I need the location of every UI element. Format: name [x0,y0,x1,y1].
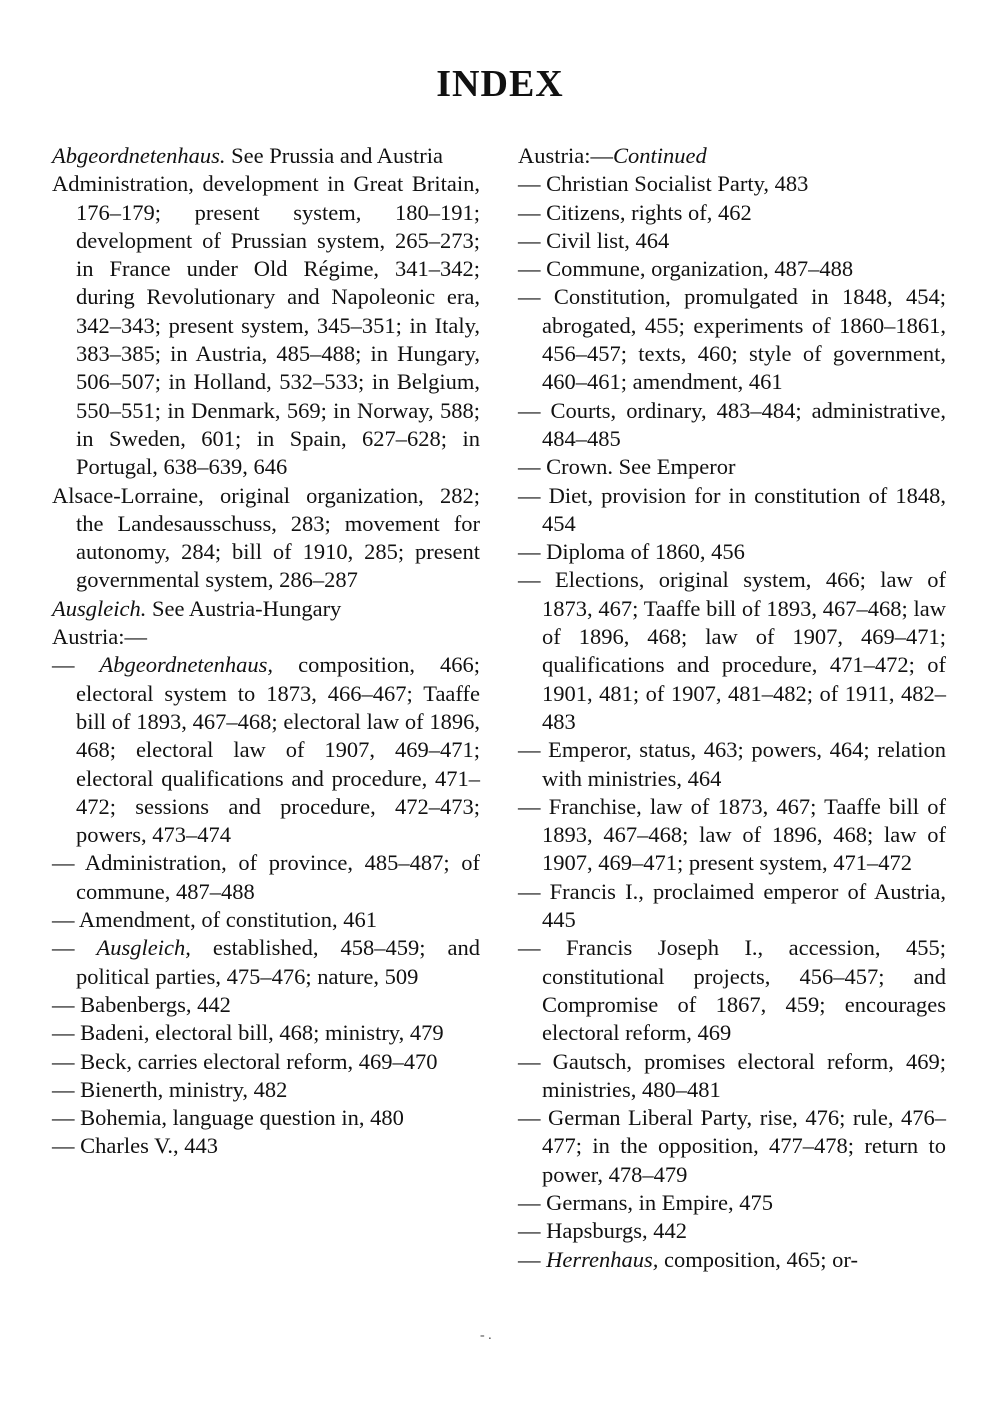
index-entry [518,1189,946,1217]
entry-text: Bienerth, ministry, 482 [80,1076,288,1102]
entry-text: composition, 466; electoral system to 1873, 466–467; Taaffe bill of 1893, 467–468; electoral law of 1896, 468; electoral law of 1907, 469–471; electoral qualifications and procedure, 471–472; sessions and procedure, 472–473; powers, 473–474 [76,652,481,848]
entry-lead: — [518,567,555,593]
page-footer-mark: - . [480,1328,492,1343]
entry-text: Citizens, rights of, 462 [546,199,752,225]
entry-text: Constitution, promulgated in 1848, 454; abrogated, 455; experiments of 1860–1861, 456–457; texts, 460; style of government, 460–461; amendment, 461 [542,284,947,395]
entry-text: Hapsburgs, 442 [546,1218,687,1244]
entry-lead: — [52,652,100,678]
index-entry [518,1104,946,1189]
index-entry [518,793,946,878]
index-entry [52,595,480,623]
index-entry [52,1019,480,1047]
entry-lead: — [518,171,547,197]
index-entry [52,1048,480,1076]
entry-text: Alsace-Lorraine, original organization, 282; the Landesausschuss, 283; movement for autonomy, 284; bill of 1910, 285; present governmental system, 286–287 [52,482,480,593]
entry-lead: — [518,793,549,819]
index-entry [518,1217,946,1245]
index-entry [518,142,946,170]
index-entry [518,566,946,736]
entry-lead: — [518,539,547,565]
entry-text: Emperor, status, 463; powers, 464; relation with ministries, 464 [542,737,946,791]
page-title: INDEX [436,63,564,105]
index-column-right [518,142,946,1274]
entry-lead: — [52,935,97,961]
entry-lead: Austria:— [518,143,613,168]
entry-lead: — [518,199,547,225]
entry-text: Administration, development in Great Britain, 176–179; present system, 180–191; development of Prussian system, 265–273; in France under Old Régime, 341–342; during Revolutionary and Napoleonic era, 342–343; present system, 345–351; in Italy, 383–385; in Austria, 485–488; in Hungary, 506–507; in Holland, 532–533; in Belgium, 550–551; in Denmark, 569; in Norway, 588; in Sweden, 601; in Spain, 627–628; in Portugal, 638–639, 646 [52,171,480,480]
entry-text: Christian Socialist Party, 483 [546,171,809,197]
index-entry [518,934,946,1047]
index-entry [518,736,946,793]
entry-text: Francis Joseph I., accession, 455; constitutional projects, 456–457; and Compromise of 1867, 459; encourages electoral reform, 469 [542,935,946,1046]
entry-lead: — [52,1076,81,1102]
entry-lead: — [52,991,81,1017]
index-entry [518,1246,946,1274]
entry-lead: — [518,1105,549,1131]
entry-italic-term: Herrenhaus, [546,1246,659,1272]
entry-text: Crown. See Emperor [546,454,736,480]
entry-italic-term: Ausgleich, [96,935,191,961]
index-entry [518,482,946,539]
entry-text: Gautsch, promises electoral reform, 469; ministries, 480–481 [542,1048,946,1102]
entry-text: Administration, of province, 485–487; of commune, 487–488 [76,850,480,904]
index-entry [52,1104,480,1132]
entry-italic-term: Ausgleich. [52,595,147,621]
index-entry [52,934,480,991]
index-entry [52,482,480,595]
index-entry [52,991,480,1019]
entry-text: See Austria-Hungary [146,595,342,621]
entry-text: Badeni, electoral bill, 468; ministry, 479 [80,1020,444,1046]
index-entry [518,283,946,396]
entry-text: Francis I., proclaimed emperor of Austria, 445 [542,878,946,933]
index-entry [52,849,480,906]
entry-text: Charles V., 443 [80,1133,219,1159]
index-entry [518,227,946,255]
index-entry [52,906,480,934]
entry-lead: — [52,907,79,933]
entry-lead: — [518,284,554,310]
entry-text: Franchise, law of 1873, 467; Taaffe bill of 1893, 467–468; law of 1896, 468; law of 1907, 469–471; present system, 471–472 [542,793,946,876]
index-entry [52,1076,480,1104]
index-entry [52,170,480,481]
index-entry [518,538,946,566]
entry-italic-term: Abgeordnetenhaus. [52,143,226,168]
entry-lead: — [518,1246,547,1272]
entry-text: Babenbergs, 442 [80,991,231,1017]
entry-text: composition, 465; or- [658,1246,858,1272]
entry-lead: — [518,878,550,904]
entry-text: Amendment, of constitution, 461 [78,907,377,933]
entry-italic-term: Continued [613,143,707,168]
entry-text: Elections, original system, 466; law of 1873, 467; Taaffe bill of 1893, 467–468; law of 1896, 468; law of 1907, 469–471; qualifications and procedure, 471–472; of 1901, 481; of 1907, 481–482; of 1911, 482–483 [542,567,946,734]
entry-text: Germans, in Empire, 475 [546,1189,773,1215]
entry-text: established, 458–459; and political parties, 475–476; nature, 509 [76,935,480,989]
entry-text: German Liberal Party, rise, 476; rule, 476–477; in the opposition, 477–478; return to power, 478–479 [542,1105,946,1187]
index-entry [518,199,946,227]
index-entry [518,397,946,454]
entry-text: Austria:— [52,624,147,650]
entry-lead: — [518,1189,547,1215]
entry-lead: — [518,737,549,763]
entry-lead: — [518,482,549,508]
entry-lead: — [52,850,85,876]
index-entry [518,170,946,198]
entry-lead: — [518,454,547,480]
entry-lead: — [518,227,547,253]
entry-lead: — [52,1133,81,1159]
entry-lead: — [518,935,566,961]
entry-lead: — [518,256,547,282]
entry-italic-term: Abgeordnetenhaus, [99,652,274,678]
entry-text: Civil list, 464 [546,227,670,253]
index-entry [52,623,480,651]
index-column-left [52,142,480,1161]
entry-lead: — [52,1105,81,1131]
entry-lead: — [518,1218,547,1244]
index-entry [52,651,480,849]
entry-text: Beck, carries electoral reform, 469–470 [80,1048,438,1074]
entry-text: Diet, provision for in constitution of 1848, 454 [542,482,947,536]
index-entry [52,142,480,170]
index-entry [52,1132,480,1160]
entry-lead: — [52,1048,81,1074]
entry-lead: — [518,1048,553,1074]
index-entry [518,255,946,283]
index-entry [518,1048,946,1105]
entry-text: Diploma of 1860, 456 [546,539,745,565]
index-entry [518,453,946,481]
entry-text: Bohemia, language question in, 480 [80,1105,404,1131]
index-entry [518,878,946,935]
entry-text: See Prussia and Austria [225,143,443,168]
entry-text: Commune, organization, 487–488 [546,256,854,282]
entry-text: Courts, ordinary, 483–484; administrative, 484–485 [542,397,946,451]
entry-lead: — [52,1020,81,1046]
entry-lead: — [518,397,551,423]
